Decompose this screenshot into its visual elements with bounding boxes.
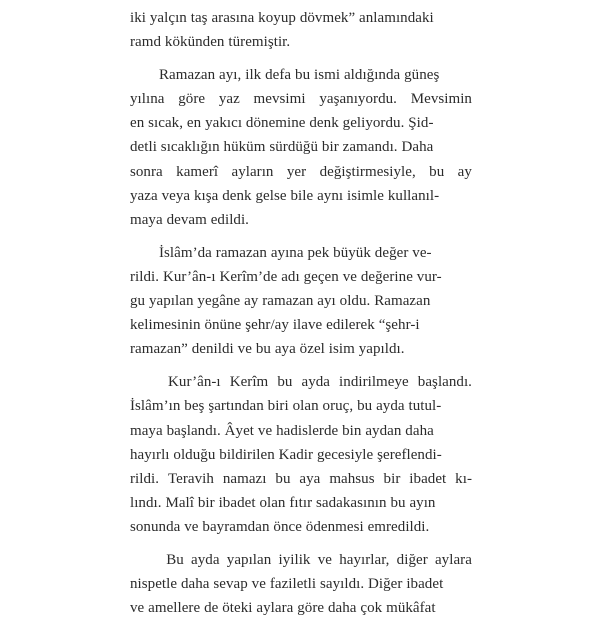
- word: bu: [277, 374, 293, 391]
- text-line: [130, 135, 472, 159]
- line-text: İslâm’da ramazan ayına pek büyük değer ve-: [159, 244, 432, 261]
- word: bir: [383, 470, 401, 487]
- text-line: [130, 30, 472, 54]
- text-line: [130, 184, 472, 208]
- line-text: en sıcak, en yakıcı dönemine denk geliyordu. Şid-: [130, 115, 434, 132]
- text-line: [130, 467, 472, 491]
- word: ayda: [301, 374, 330, 391]
- word: kamerî: [176, 163, 219, 180]
- line-text: maya devam edildi.: [130, 211, 249, 228]
- word: indirilmeye: [339, 374, 409, 391]
- paragraph-gap: [130, 232, 472, 241]
- line-text: İslâm’ın beş şartından biri olan oruç, bu ayda tutul-: [130, 398, 442, 415]
- line-text: detli sıcaklığın hüküm sürdüğü bir zamandı. Daha: [130, 139, 434, 156]
- word: ve: [317, 551, 332, 568]
- line-text: nispetle daha sevap ve faziletli sayıldı. Diğer ibadet: [130, 576, 444, 593]
- word: değiştirmesiyle,: [319, 163, 416, 180]
- line-text: ramazan” denildi ve bu aya özel isim yapıldı.: [130, 341, 405, 358]
- word: Kerîm: [229, 374, 269, 391]
- word: Teravih: [167, 470, 214, 487]
- line-text: Ramazan ayı, ilk defa bu ismi aldığında güneş: [159, 67, 440, 84]
- word: yer: [286, 163, 307, 180]
- text-line: [130, 419, 472, 443]
- word: aylara: [434, 551, 472, 568]
- word: mevsimi: [253, 91, 306, 108]
- paragraph-gap: [130, 539, 472, 548]
- text-line: [130, 241, 472, 265]
- text-line: [130, 160, 472, 184]
- word: ay: [457, 163, 472, 180]
- word: ayların: [231, 163, 274, 180]
- text-line: [130, 289, 472, 313]
- word: ibadet: [409, 470, 447, 487]
- word: hayırlar,: [339, 551, 390, 568]
- line-text: iki yalçın taş arasına koyup dövmek” anlamındaki: [130, 10, 434, 26]
- paragraph: [130, 63, 472, 232]
- text-line: [130, 337, 472, 361]
- word: bu: [275, 470, 291, 487]
- paragraph: [130, 370, 472, 539]
- line-text: yaza veya kışa denk gelse bile aynı isimle kullanıl-: [130, 187, 440, 204]
- word: yaşanıyordu.: [319, 91, 397, 108]
- line-text: hayırlı olduğu bildirilen Kadir gecesiyle şereflendi-: [130, 446, 442, 463]
- word: kı-: [455, 470, 472, 487]
- text-line: [130, 548, 472, 572]
- text-line: [130, 265, 472, 289]
- text-line: [130, 87, 472, 111]
- line-text: rildi. Kur’ân-ı Kerîm’de adı geçen ve değerine vur-: [130, 268, 442, 285]
- first-line-indent: [130, 370, 159, 394]
- paragraph: [130, 548, 472, 620]
- text-column: [130, 0, 472, 617]
- text-line: [130, 208, 472, 232]
- word: yaz: [218, 91, 240, 108]
- text-line: [130, 491, 472, 515]
- word: rildi.: [130, 470, 160, 487]
- word: başlandı.: [417, 374, 472, 391]
- text-line: [130, 111, 472, 135]
- line-text: ramd kökünden türemiştir.: [130, 34, 291, 51]
- paragraph: [130, 6, 472, 54]
- word: sonra: [130, 163, 163, 180]
- word: diğer: [396, 551, 428, 568]
- first-line-indent: [130, 548, 159, 572]
- text-line: [130, 370, 472, 394]
- text-line: [130, 443, 472, 467]
- word: bu: [429, 163, 445, 180]
- word: yapılan: [226, 551, 272, 568]
- text-line: [130, 313, 472, 337]
- word: mahsus: [329, 470, 375, 487]
- line-text: lındı. Malî bir ibadet olan fıtır sadakasının bu ayın: [130, 494, 436, 511]
- text-line: [130, 394, 472, 418]
- line-text: sonunda ve bayramdan önce ödenmesi emredildi.: [130, 518, 430, 535]
- paragraph-gap: [130, 54, 472, 63]
- word: Mevsimin: [410, 91, 472, 108]
- line-text: ve amellere de öteki aylara göre daha çok mükâfat: [130, 600, 436, 617]
- word: Bu: [166, 551, 184, 568]
- paragraph-stack: [130, 6, 472, 620]
- word: yılına: [130, 91, 165, 108]
- line-text: kelimesinin önüne şehr/ay ilave edilerek “şehr-i: [130, 317, 420, 334]
- paragraph: [130, 241, 472, 361]
- text-line: [130, 572, 472, 596]
- word: iyilik: [278, 551, 311, 568]
- text-line: [130, 63, 472, 87]
- paragraph-gap: [130, 361, 472, 370]
- word: aya: [299, 470, 321, 487]
- text-line: [130, 515, 472, 539]
- word: Kur’ân-ı: [168, 374, 221, 391]
- word: namazı: [222, 470, 267, 487]
- text-line: [130, 6, 472, 30]
- line-text: gu yapılan yegâne ay ramazan ayı oldu. Ramazan: [130, 293, 431, 310]
- word: göre: [178, 91, 206, 108]
- line-text: maya başlandı. Âyet ve hadislerde bin aydan daha: [130, 422, 434, 439]
- word: ayda: [191, 551, 220, 568]
